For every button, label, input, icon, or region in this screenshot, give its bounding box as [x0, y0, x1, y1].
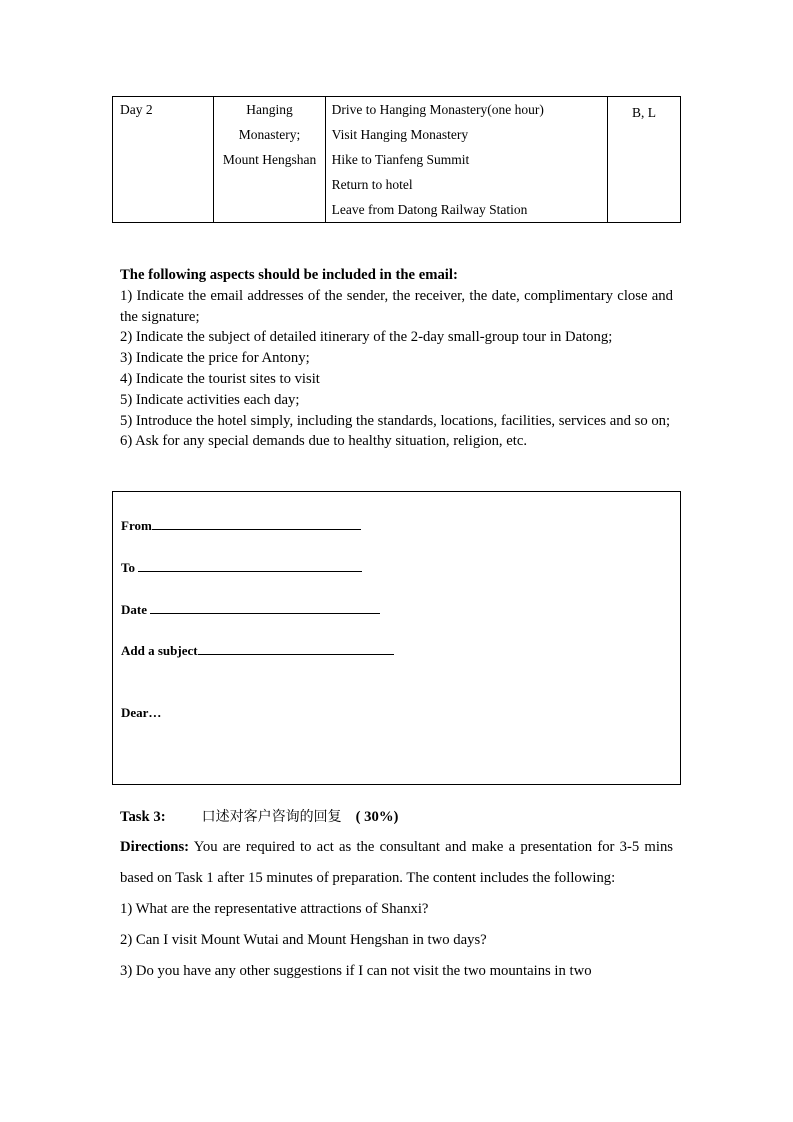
requirement-item: 1) Indicate the email addresses of the sender, the receiver, the date, complimentary close and the signature;	[120, 287, 673, 325]
requirement-item: 6) Ask for any special demands due to healthy situation, religion, etc.	[120, 433, 528, 450]
to-label: To	[121, 560, 139, 575]
directions-label: Directions:	[120, 839, 190, 855]
day-label: Day 2	[120, 102, 153, 117]
subject-blank[interactable]	[198, 642, 394, 655]
requirement-item: 5) Introduce the hotel simply, including the standards, locations, facilities, services and so on;	[120, 412, 671, 429]
itinerary-table	[112, 96, 681, 223]
task-3-section	[120, 806, 673, 987]
question-item: 3) Do you have any other suggestions if I can not visit the two mountains in two	[120, 963, 592, 979]
requirement-item: 4) Indicate the tourist sites to visit	[120, 370, 320, 387]
question-item: 2) Can I visit Mount Wutai and Mount Hengshan in two days?	[120, 932, 487, 948]
email-requirements	[120, 265, 673, 452]
date-blank[interactable]	[150, 601, 380, 614]
requirement-item: 5) Indicate activities each day;	[120, 391, 300, 408]
table-row	[113, 97, 681, 223]
task-title-cn: 口述对客户咨询的回复	[201, 809, 342, 825]
from-blank[interactable]	[152, 517, 361, 530]
task-weight: ( 30%)	[355, 809, 399, 825]
directions-text: You are required to act as the consultant and make a presentation for 3-5 mins based on Task 1 after 15 minutes of preparation. The content includes the following:	[120, 839, 673, 886]
requirements-heading: The following aspects should be included in the email:	[120, 267, 458, 283]
task-label: Task 3:	[120, 809, 166, 825]
requirement-item: 3) Indicate the price for Antony;	[120, 350, 310, 367]
place-line: Mount Hengshan	[222, 152, 317, 167]
activity-line: Drive to Hanging Monastery(one hour)	[331, 102, 544, 117]
activity-line: Visit Hanging Monastery	[331, 127, 469, 142]
email-form-box	[112, 491, 681, 785]
meals-label: B, L	[632, 105, 657, 120]
to-blank[interactable]	[138, 559, 362, 572]
directions-paragraph	[120, 832, 673, 894]
task-3-title	[120, 806, 673, 832]
place-line: Monastery;	[238, 127, 301, 142]
date-field[interactable]	[121, 601, 380, 618]
greeting: Dear…	[121, 705, 162, 720]
activity-line: Return to hotel	[331, 177, 413, 192]
day-cell	[113, 97, 214, 223]
places-cell	[214, 97, 325, 223]
activity-line: Hike to Tianfeng Summit	[331, 152, 470, 167]
from-field[interactable]	[121, 517, 361, 534]
subject-field[interactable]	[121, 642, 394, 659]
activity-line: Leave from Datong Railway Station	[331, 202, 528, 217]
question-item: 1) What are the representative attractions of Shanxi?	[120, 901, 429, 917]
requirement-item: 2) Indicate the subject of detailed itinerary of the 2-day small-group tour in Datong;	[120, 329, 613, 346]
meals-cell	[608, 97, 681, 223]
date-label: Date	[121, 602, 151, 617]
activities-cell	[325, 97, 607, 223]
subject-label: Add a subject	[121, 643, 198, 658]
place-line: Hanging	[246, 102, 293, 117]
to-field[interactable]	[121, 559, 362, 576]
from-label: From	[121, 518, 152, 533]
